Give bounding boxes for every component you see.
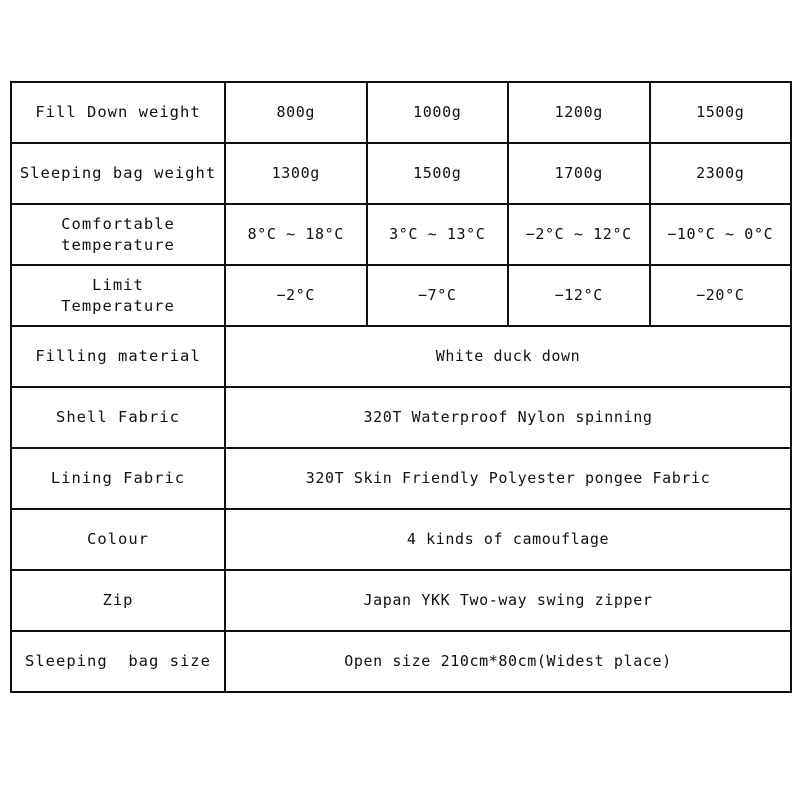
cell-value-wide: 320T Skin Friendly Polyester pongee Fabric — [225, 448, 791, 509]
row-label: Lining Fabric — [11, 448, 225, 509]
row-label: Sleeping bag size — [11, 631, 225, 692]
row-fill-down-weight — [11, 82, 791, 143]
row-filling-material — [11, 326, 791, 387]
row-label: Limit Temperature — [11, 265, 225, 326]
spec-table — [10, 81, 792, 693]
cell-value-wide: Open size 210cm*80cm(Widest place) — [225, 631, 791, 692]
cell-value: 1500g — [367, 143, 509, 204]
cell-value: −20°C — [650, 265, 792, 326]
cell-value: 3°C ~ 13°C — [367, 204, 509, 265]
cell-value: −7°C — [367, 265, 509, 326]
row-lining-fabric — [11, 448, 791, 509]
cell-value: 1700g — [508, 143, 650, 204]
row-label: Filling material — [11, 326, 225, 387]
row-limit-temperature — [11, 265, 791, 326]
cell-value-wide: White duck down — [225, 326, 791, 387]
cell-value: 8°C ~ 18°C — [225, 204, 367, 265]
row-label: Zip — [11, 570, 225, 631]
cell-value: −2°C — [225, 265, 367, 326]
row-comfortable-temperature — [11, 204, 791, 265]
row-label: Shell Fabric — [11, 387, 225, 448]
cell-value-wide: Japan YKK Two-way swing zipper — [225, 570, 791, 631]
row-shell-fabric — [11, 387, 791, 448]
cell-value: −10°C ~ 0°C — [650, 204, 792, 265]
row-label: Colour — [11, 509, 225, 570]
cell-value-wide: 320T Waterproof Nylon spinning — [225, 387, 791, 448]
cell-value-wide: 4 kinds of camouflage — [225, 509, 791, 570]
row-colour — [11, 509, 791, 570]
row-zip — [11, 570, 791, 631]
cell-value: 800g — [225, 82, 367, 143]
cell-value: −12°C — [508, 265, 650, 326]
row-label: Sleeping bag weight — [11, 143, 225, 204]
cell-value: 1000g — [367, 82, 509, 143]
cell-value: 1300g — [225, 143, 367, 204]
row-label: Comfortable temperature — [11, 204, 225, 265]
cell-value: 2300g — [650, 143, 792, 204]
row-sleeping-bag-size — [11, 631, 791, 692]
cell-value: 1500g — [650, 82, 792, 143]
cell-value: −2°C ~ 12°C — [508, 204, 650, 265]
row-label: Fill Down weight — [11, 82, 225, 143]
row-sleeping-bag-weight — [11, 143, 791, 204]
cell-value: 1200g — [508, 82, 650, 143]
